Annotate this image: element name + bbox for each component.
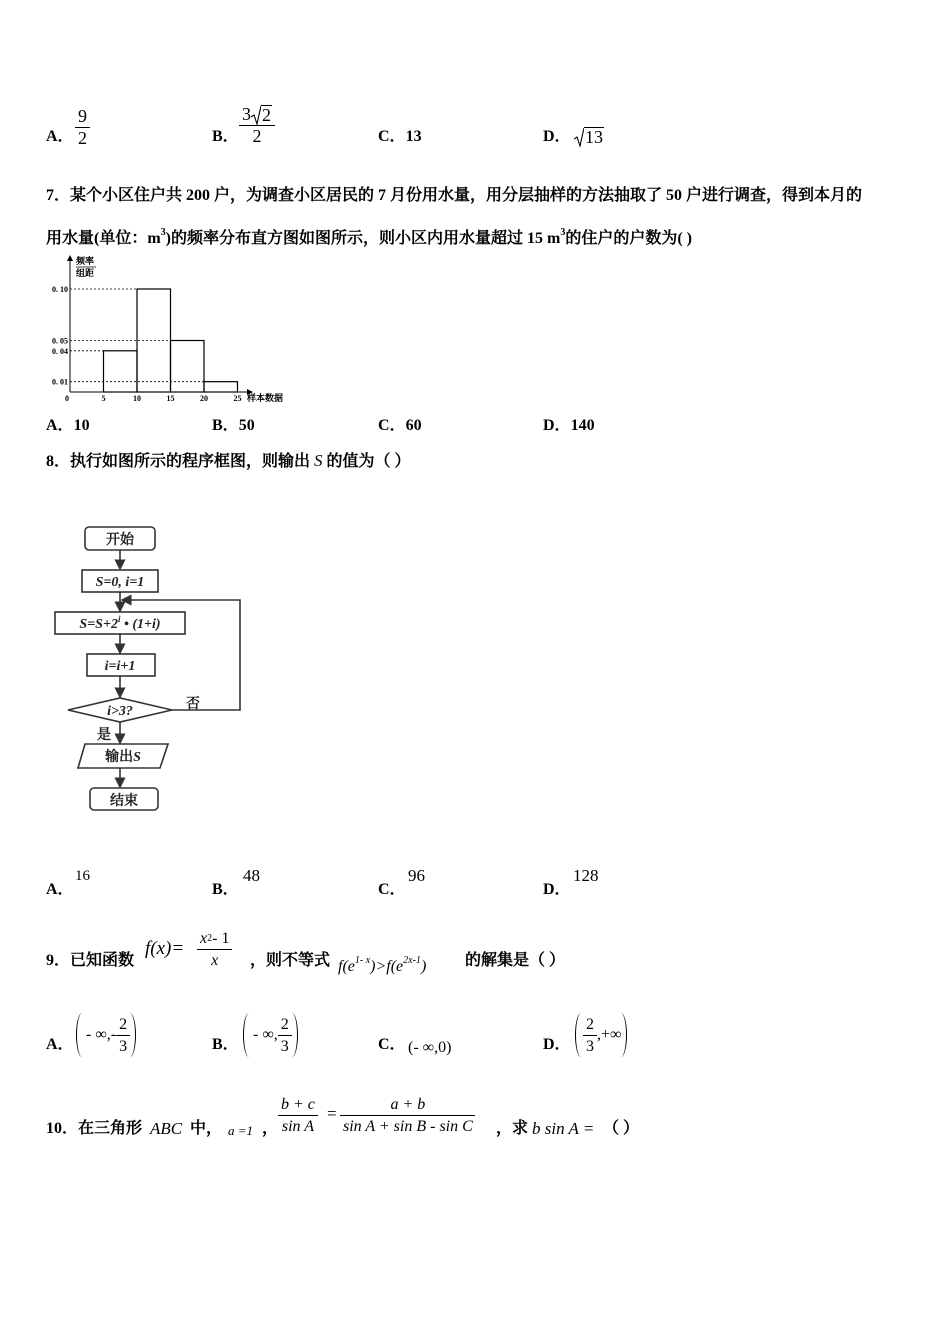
q6-option-c-value: 13 [405, 128, 422, 145]
q10-target-expression: b sin A = [532, 1119, 595, 1138]
numerator-exponent: 2 [207, 933, 213, 944]
interval-text: - ∞,- [86, 1026, 117, 1043]
flowchart-condition-text: i>3? [107, 704, 133, 719]
fraction-denominator: 2 [78, 128, 87, 148]
q9-option-d-interval [575, 1012, 627, 1058]
q8-option-b-value: 48 [243, 866, 260, 885]
q8-option-d-label: D． [543, 881, 571, 898]
q7-option-a [46, 416, 90, 436]
flowchart-update-text [79, 614, 160, 632]
inequality-exponent: 2x-1 [403, 955, 421, 966]
output-text-part: 输出 [105, 750, 134, 765]
flowchart-end-text: 结束 [110, 794, 138, 809]
q10-ask-text: ，求 [496, 1120, 529, 1137]
left-parenthesis [243, 1013, 249, 1057]
x-tick-label: 0 [65, 394, 69, 403]
option-label: A． [46, 417, 74, 434]
q8-text-part: 的值为（ ） [326, 453, 411, 470]
q8-question-line [46, 451, 411, 472]
x-axis-label: 样本数据 [247, 393, 284, 403]
option-value: 60 [405, 417, 422, 434]
x-tick-label: 20 [200, 394, 208, 403]
fraction-denominator: x [211, 952, 219, 969]
q9-option-b-interval [243, 1012, 298, 1058]
flowchart-no-label: 否 [186, 697, 200, 712]
q9-option-d-label: D． [543, 1036, 571, 1053]
q8-option-b-label: B． [212, 881, 239, 898]
q9-option-b-label: B． [212, 1036, 239, 1053]
q6-option-d-square-root [574, 127, 604, 147]
right-parenthesis [130, 1013, 136, 1057]
q9-option-a-interval [76, 1012, 136, 1058]
q6-option-c-label: C． [378, 128, 406, 145]
q9-function-lhs: f(x)= [145, 938, 185, 959]
q10-triangle-name: ABC [150, 1119, 183, 1138]
q6-option-c [378, 127, 422, 147]
square-root-icon [574, 127, 584, 147]
option-label: D． [543, 417, 571, 434]
interval-fraction [116, 1014, 130, 1057]
q8-option-a-label: A． [46, 881, 74, 898]
q9-middle-text: ，则不等式 [250, 952, 331, 969]
q10-fraction-left [278, 1094, 318, 1137]
q9-option-a-label: A． [46, 1036, 74, 1053]
fraction-denominator: 2 [252, 126, 262, 146]
interval-text: ,+∞ [597, 1026, 622, 1043]
x-tick-label: 25 [233, 394, 242, 403]
q7-option-d [543, 416, 595, 436]
option-value: 50 [238, 417, 255, 434]
q7-text-part: )的频率分布直方图如图所示，则小区内用水量超过 15 m [165, 230, 561, 247]
q8-option-c-value: 96 [408, 866, 425, 885]
fraction-numerator: 2 [583, 1014, 597, 1036]
q6-option-d-label: D． [543, 128, 571, 145]
q7-question-line-1: 7．某个小区住户共 200 户，为调查小区居民的 7 月份用水量，用分层抽样的方法抽取了 50 户进行调查，得到本月的 [46, 187, 863, 204]
flowchart-output-text [104, 748, 141, 765]
q10-prefix: 10．在三角形 [46, 1120, 143, 1137]
fraction-numerator: 2 [278, 1014, 292, 1036]
option-value: 140 [570, 417, 595, 434]
output-variable: S [133, 750, 141, 765]
interval-fraction [278, 1014, 292, 1057]
numerator-base: x [200, 930, 208, 947]
q8-option-c-label: C． [378, 881, 406, 898]
option-label: C． [378, 417, 406, 434]
update-exponent: i [117, 614, 121, 624]
update-text-part: S=S+2 [79, 617, 118, 632]
option-label: B． [212, 417, 239, 434]
superscript: 3 [560, 227, 566, 238]
fraction-numerator [239, 104, 275, 126]
q6-option-b-fraction [239, 104, 275, 147]
q9-inequality [338, 951, 426, 977]
histogram-bar [204, 382, 238, 392]
q7-question-line-2 [46, 223, 692, 249]
q7-option-b [212, 416, 255, 436]
flowchart-yes-label: 是 [97, 728, 111, 743]
left-parenthesis [76, 1013, 82, 1057]
numerator-rest: - 1 [212, 930, 230, 947]
coefficient: 3 [242, 104, 251, 124]
x-tick-label: 15 [166, 394, 175, 403]
q10-in-text: 中， [190, 1120, 223, 1137]
y-tick-label: 0. 01 [52, 377, 68, 387]
q8-option-a-value: 16 [75, 868, 90, 884]
fraction-denominator: sin A + sin B - sin C [343, 1118, 473, 1135]
fraction-denominator: 3 [280, 1037, 289, 1055]
q6-option-a-fraction [75, 106, 90, 149]
q7-text-part: 的住户的户数为( ) [565, 230, 693, 247]
q10-fraction-right [340, 1094, 476, 1137]
histogram-bar [171, 341, 205, 393]
superscript: 3 [160, 227, 166, 238]
inequality-part: )>f(e [370, 958, 404, 975]
flowchart-increment-text: i=i+1 [104, 659, 136, 674]
q10-equals: = [327, 1104, 337, 1123]
y-tick-label: 0. 04 [52, 346, 68, 356]
y-tick-label: 0. 05 [52, 336, 68, 346]
square-root [251, 105, 272, 125]
q7-option-c [378, 416, 422, 436]
radicand: 2 [262, 104, 271, 125]
histogram-marks [52, 285, 242, 403]
q10-comma: ， [262, 1120, 279, 1137]
fraction-numerator: b + c [278, 1094, 318, 1116]
interval-text: - ∞, [253, 1026, 278, 1043]
q6-option-a-label: A． [46, 128, 74, 145]
fraction-numerator: 9 [75, 106, 90, 128]
y-axis-label-top: 频率 [76, 256, 95, 266]
q8-text-part: 8．执行如图所示的程序框图，则输出 [46, 453, 311, 470]
y-tick-label: 0. 10 [52, 285, 68, 294]
fraction-numerator: a + b [340, 1094, 475, 1116]
fraction-numerator: 2 [116, 1014, 130, 1036]
right-parenthesis [621, 1013, 627, 1057]
flowchart-start-text: 开始 [106, 533, 134, 548]
fraction-denominator: 3 [586, 1037, 594, 1055]
q9-prefix: 9．已知函数 [46, 952, 135, 969]
right-parenthesis [292, 1013, 298, 1057]
q9-option-c-label: C． [378, 1036, 406, 1053]
histogram-bar [104, 351, 138, 392]
inequality-exponent: 1- x [354, 955, 371, 966]
frequency-histogram [40, 250, 300, 410]
x-tick-label: 5 [101, 394, 106, 403]
q9-suffix: 的解集是（ ） [465, 952, 566, 969]
fraction-denominator: sin A [281, 1118, 315, 1135]
q10-answer-blank: （ ） [603, 1120, 640, 1137]
q7-text-part: 用水量(单位：m [46, 230, 161, 247]
q9-function-fraction [197, 928, 232, 971]
update-text-part: • (1+i) [120, 617, 161, 632]
q8-option-d-value: 128 [573, 866, 599, 885]
flowchart-init-text: S=0, i=1 [95, 575, 145, 590]
q9-option-c-interval: (- ∞,0) [408, 1039, 452, 1056]
inequality-part: ) [420, 958, 427, 975]
q8-variable: S [314, 451, 323, 470]
program-flowchart [40, 500, 260, 830]
q10-condition: a =1 [228, 1123, 254, 1138]
fraction-denominator: 3 [119, 1037, 128, 1055]
fraction-numerator [197, 928, 232, 950]
inequality-part: f(e [338, 958, 355, 975]
left-parenthesis [575, 1013, 581, 1057]
option-value: 10 [73, 417, 90, 434]
y-axis-label-bottom: 组距 [76, 268, 95, 278]
x-tick-label: 10 [133, 394, 141, 403]
interval-fraction [583, 1014, 597, 1057]
q6-option-b-label: B． [212, 128, 239, 145]
square-root-icon [251, 105, 261, 125]
radicand: 13 [585, 127, 603, 147]
